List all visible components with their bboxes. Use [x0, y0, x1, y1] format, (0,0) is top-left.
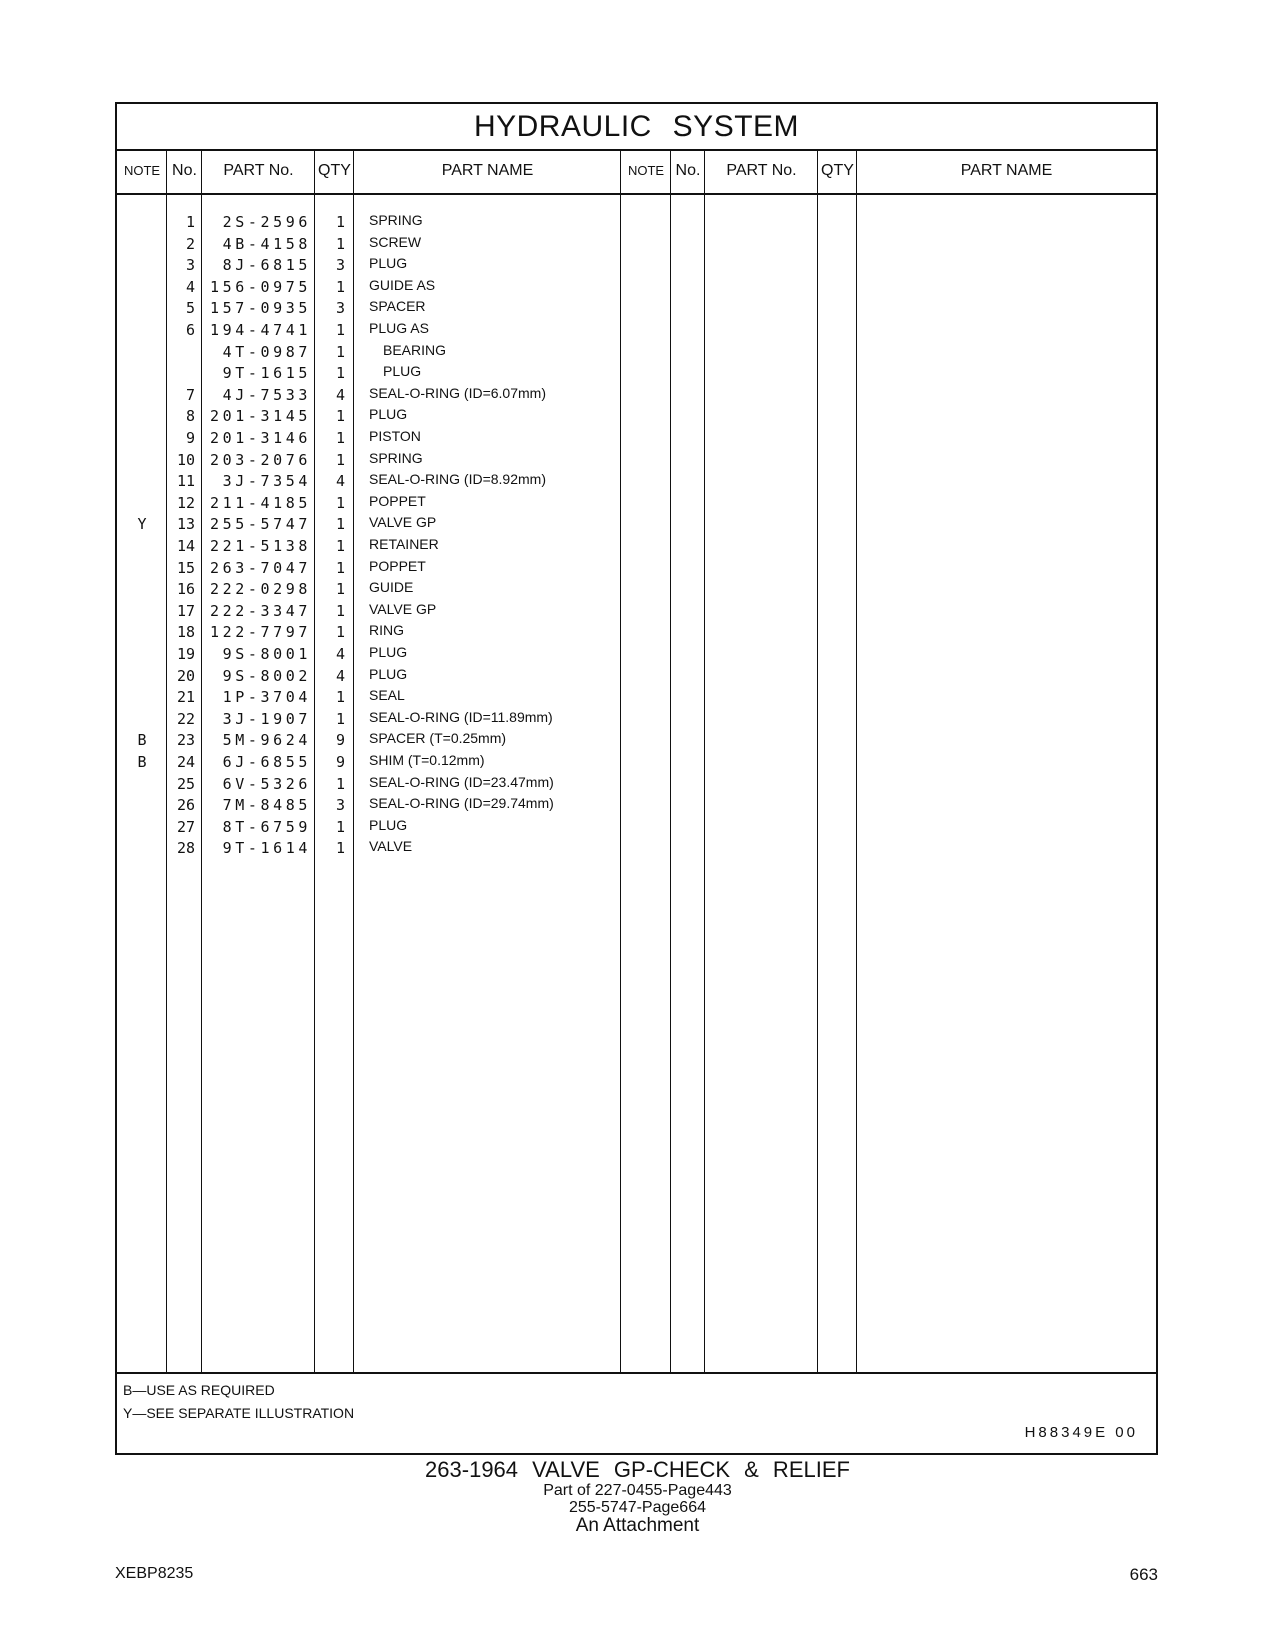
quantity-cell: 1: [335, 709, 345, 728]
quantity-cell: 1: [335, 213, 345, 231]
part-number-cell: 263-7047: [209, 558, 311, 577]
part-number-cell: 222-3347: [209, 601, 311, 620]
part-number-cell: 3J-1907: [222, 709, 311, 728]
item-number-cell: 16: [176, 580, 195, 599]
table-row: [117, 297, 1156, 319]
table-row: [117, 211, 1156, 233]
part-number-cell: 156-0975: [209, 277, 311, 296]
quantity-cell: 1: [335, 537, 345, 555]
note-cell: Y: [137, 515, 147, 534]
item-number-cell: 4: [185, 277, 195, 296]
table-row: [117, 492, 1156, 514]
quantity-cell: 1: [335, 364, 345, 383]
part-name-cell: PISTON: [369, 428, 421, 444]
part-name-cell: PLUG: [383, 363, 422, 380]
page-reference: 255-5747-Page664: [568, 1499, 706, 1516]
item-number-cell: 3: [185, 256, 195, 275]
part-number-cell: 4T-0987: [222, 342, 311, 361]
table-row: [117, 686, 1156, 708]
item-number-cell: 5: [185, 299, 195, 318]
header-note-right: NOTE: [627, 163, 665, 178]
quantity-cell: 1: [335, 277, 345, 296]
quantity-cell: 1: [335, 688, 345, 707]
header-qty-right: QTY: [821, 162, 854, 179]
illustration-code: H88349E 00: [1024, 1424, 1138, 1441]
part-number-cell: 4J-7533: [222, 385, 311, 404]
quantity-cell: 4: [335, 385, 345, 404]
quantity-cell: 9: [335, 731, 345, 750]
quantity-cell: 1: [335, 234, 345, 253]
quantity-cell: 1: [335, 817, 345, 836]
quantity-cell: 1: [335, 623, 345, 642]
item-number-cell: 1: [185, 213, 195, 231]
parts-list-sheet: [115, 102, 1158, 1455]
table-row: [117, 643, 1156, 665]
header-part-name-left: PART NAME: [441, 162, 534, 179]
table-row: [117, 384, 1156, 406]
header-part-no-right: PART No.: [726, 162, 797, 179]
quantity-cell: 3: [335, 256, 345, 275]
table-row: [117, 578, 1156, 600]
footnote-b: B—USE AS REQUIRED: [123, 1382, 275, 1398]
header-part-name-right: PART NAME: [960, 162, 1053, 179]
item-number-cell: 6: [185, 321, 195, 339]
part-name-cell: POPPET: [369, 492, 426, 509]
table-row: [117, 513, 1156, 535]
table-header-row: [117, 149, 1156, 195]
item-number-cell: 15: [176, 558, 195, 577]
table-row: [117, 816, 1156, 838]
part-number-cell: 6V-5326: [222, 774, 311, 793]
part-number-cell: 1P-3704: [222, 688, 311, 707]
part-name-cell: RING: [369, 622, 404, 639]
quantity-cell: 1: [335, 429, 345, 447]
quantity-cell: 9: [335, 753, 345, 771]
part-number-cell: 194-4741: [209, 321, 311, 339]
part-name-cell: GUIDE: [369, 579, 414, 596]
table-row: [117, 427, 1156, 449]
item-number-cell: 8: [185, 407, 195, 426]
item-number-cell: 14: [176, 537, 195, 555]
part-number-cell: 203-2076: [209, 450, 311, 469]
section-title: HYDRAULIC SYSTEM: [473, 110, 800, 143]
group-caption: [0, 1458, 1275, 1536]
table-row: [117, 470, 1156, 492]
table-row: [117, 708, 1156, 730]
table-row: [117, 621, 1156, 643]
note-cell: B: [137, 753, 147, 771]
note-cell: B: [137, 731, 147, 750]
quantity-cell: 1: [335, 407, 345, 426]
table-row: [117, 449, 1156, 471]
item-number-cell: 11: [176, 472, 195, 491]
part-name-cell: VALVE GP: [369, 514, 437, 531]
part-of-reference: Part of 227-0455-Page443: [543, 1482, 732, 1499]
table-row: [117, 535, 1156, 557]
item-number-cell: 21: [176, 688, 195, 707]
table-row: [117, 341, 1156, 363]
item-number-cell: 19: [176, 645, 195, 663]
part-name-cell: PLUG AS: [369, 320, 429, 336]
quantity-cell: 1: [335, 450, 345, 469]
part-number-cell: 222-0298: [209, 580, 311, 599]
quantity-cell: 1: [335, 601, 345, 620]
part-name-cell: GUIDE AS: [369, 276, 436, 293]
part-number-cell: 5M-9624: [222, 731, 311, 750]
part-number-cell: 9T-1614: [222, 839, 311, 858]
part-name-cell: RETAINER: [369, 536, 439, 552]
table-row: [117, 794, 1156, 816]
part-name-cell: SEAL-O-RING (ID=6.07mm): [369, 384, 546, 401]
group-title: 263-1964 VALVE GP-CHECK & RELIEF: [425, 1457, 850, 1482]
part-name-cell: PLUG: [369, 406, 408, 423]
part-number-cell: 122-7797: [209, 623, 311, 642]
part-number-cell: 9T-1615: [222, 364, 311, 383]
item-number-cell: 18: [176, 623, 195, 642]
part-number-cell: 211-4185: [209, 493, 311, 512]
quantity-cell: 4: [335, 645, 345, 663]
part-name-cell: PLUG: [369, 255, 408, 272]
item-number-cell: 7: [185, 385, 195, 404]
quantity-cell: 4: [335, 666, 345, 685]
quantity-cell: 1: [335, 558, 345, 577]
item-number-cell: 10: [176, 450, 195, 469]
item-number-cell: 13: [176, 515, 195, 534]
item-number-cell: 26: [176, 796, 195, 815]
part-number-cell: 6J-6855: [222, 753, 311, 771]
table-row: [117, 729, 1156, 751]
part-number-cell: 9S-8002: [222, 666, 311, 685]
part-name-cell: SPRING: [369, 449, 423, 466]
part-name-cell: SCREW: [369, 233, 422, 250]
attachment-label: An Attachment: [575, 1515, 700, 1536]
part-name-cell: VALVE: [369, 838, 413, 855]
part-name-cell: PLUG: [369, 665, 408, 682]
header-qty-left: QTY: [318, 162, 351, 179]
header-no-right: No.: [675, 162, 701, 179]
part-name-cell: SEAL-O-RING (ID=23.47mm): [369, 773, 554, 790]
item-number-cell: 2: [185, 234, 195, 253]
item-number-cell: 22: [176, 709, 195, 728]
quantity-cell: 4: [335, 472, 345, 491]
part-number-cell: 201-3145: [209, 407, 311, 426]
part-number-cell: 2S-2596: [222, 213, 311, 231]
table-row: [117, 254, 1156, 276]
table-row: [117, 319, 1156, 341]
part-number-cell: 201-3146: [209, 429, 311, 447]
quantity-cell: 1: [335, 493, 345, 512]
part-name-cell: SEAL-O-RING (ID=11.89mm): [369, 708, 553, 725]
quantity-cell: 1: [335, 839, 345, 858]
table-row: [117, 665, 1156, 687]
header-no-left: No.: [172, 162, 197, 179]
document-code: XEBP8235: [115, 1565, 194, 1582]
table-row: [117, 773, 1156, 795]
part-name-cell: PLUG: [369, 816, 408, 833]
part-number-cell: 8J-6815: [222, 256, 311, 275]
table-row: [117, 276, 1156, 298]
part-number-cell: 157-0935: [209, 299, 311, 318]
notes-footer: [117, 1372, 1156, 1453]
item-number-cell: 23: [176, 731, 195, 750]
item-number-cell: 20: [176, 666, 195, 685]
part-name-cell: SPRING: [369, 212, 423, 228]
item-number-cell: 25: [176, 774, 195, 793]
item-number-cell: 27: [176, 817, 195, 836]
table-row: [117, 600, 1156, 622]
part-number-cell: 9S-8001: [222, 645, 311, 663]
quantity-cell: 1: [335, 774, 345, 793]
table-row: [117, 837, 1156, 859]
header-note-left: NOTE: [123, 163, 161, 178]
quantity-cell: 1: [335, 342, 345, 361]
table-row: [117, 751, 1156, 773]
part-name-cell: SPACER: [369, 298, 426, 315]
quantity-cell: 3: [335, 796, 345, 815]
section-title-bar: [117, 104, 1156, 151]
part-name-cell: PLUG: [369, 644, 408, 660]
part-number-cell: 4B-4158: [222, 234, 311, 253]
part-name-cell: VALVE GP: [369, 600, 437, 617]
table-row: [117, 405, 1156, 427]
quantity-cell: 1: [335, 321, 345, 339]
header-part-no-left: PART No.: [223, 162, 294, 179]
page-number: 663: [1129, 1565, 1158, 1584]
quantity-cell: 1: [335, 580, 345, 599]
footnote-y: Y—SEE SEPARATE ILLUSTRATION: [123, 1405, 355, 1421]
part-name-cell: BEARING: [383, 341, 447, 358]
part-name-cell: POPPET: [369, 557, 426, 574]
part-name-cell: SHIM (T=0.12mm): [369, 752, 485, 768]
item-number-cell: 9: [185, 429, 195, 447]
quantity-cell: 1: [335, 515, 345, 534]
part-number-cell: 255-5747: [209, 515, 311, 534]
item-number-cell: 17: [176, 601, 195, 620]
part-number-cell: 3J-7354: [222, 472, 311, 491]
item-number-cell: 28: [176, 839, 195, 858]
part-number-cell: 221-5138: [209, 537, 311, 555]
part-name-cell: SEAL: [369, 687, 405, 704]
item-number-cell: 12: [176, 493, 195, 512]
item-number-cell: 24: [176, 753, 195, 771]
table-row: [117, 362, 1156, 384]
quantity-cell: 3: [335, 299, 345, 318]
part-number-cell: 7M-8485: [222, 796, 311, 815]
part-name-cell: SEAL-O-RING (ID=29.74mm): [369, 795, 554, 812]
part-number-cell: 8T-6759: [222, 817, 311, 836]
part-name-cell: SPACER (T=0.25mm): [369, 730, 507, 747]
table-row: [117, 557, 1156, 579]
table-row: [117, 233, 1156, 255]
part-name-cell: SEAL-O-RING (ID=8.92mm): [369, 471, 546, 488]
